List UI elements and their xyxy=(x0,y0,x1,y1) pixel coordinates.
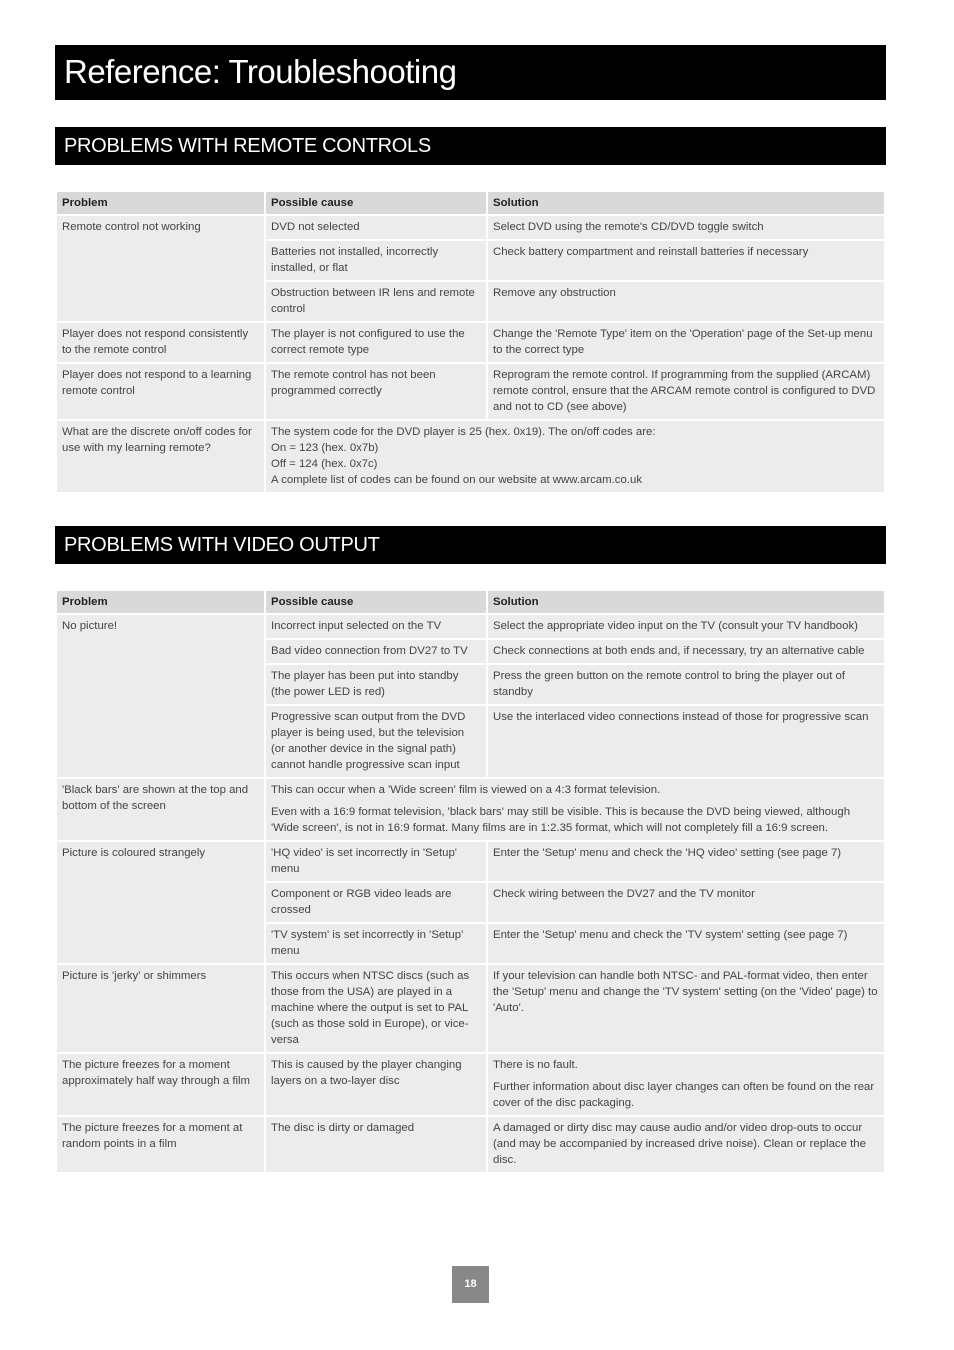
cause-cell: This occurs when NTSC discs (such as those from the USA) are played in a machine where the output is set to PAL (such as those sold in Europe), or vice-versa xyxy=(266,965,486,1052)
solution-cell: Check wiring between the DV27 and the TV monitor xyxy=(488,883,884,922)
page-number: 18 xyxy=(452,1266,489,1303)
cause-cell: Obstruction between IR lens and remote control xyxy=(266,282,486,321)
solution-cell: A damaged or dirty disc may cause audio and/or video drop-outs to occur (and may be accompanied by increased drive noise). Clean or replace the disc. xyxy=(488,1117,884,1172)
problem-cell: Picture is coloured strangely xyxy=(57,842,264,963)
header-problem: Problem xyxy=(57,192,264,214)
solution-cell: Press the green button on the remote control to bring the player out of standby xyxy=(488,665,884,704)
problem-cell: Remote control not working xyxy=(57,216,264,321)
answer-paragraph: Even with a 16:9 format television, 'black bars' may still be visible. This is because the DVD being viewed, although 'Wide screen', is not in 16:9 format. Many films are in 1:2.35 format, which will not completely fill a 16:9 screen. xyxy=(271,806,851,834)
answer-line: On = 123 (hex. 0x7b) xyxy=(271,442,379,454)
table-row xyxy=(57,323,884,362)
answer-line: The system code for the DVD player is 25 (hex. 0x19). The on/off codes are: xyxy=(271,426,656,438)
solution-paragraph: Further information about disc layer changes can often be found on the rear cover of the disc packaging. xyxy=(493,1081,875,1109)
header-possible-cause: Possible cause xyxy=(266,591,486,613)
merged-answer-cell xyxy=(266,421,884,492)
problem-cell: Player does not respond to a learning remote control xyxy=(57,364,264,419)
table-row xyxy=(57,421,884,492)
cause-cell: 'TV system' is set incorrectly in 'Setup' menu xyxy=(266,924,486,963)
cause-cell: 'HQ video' is set incorrectly in 'Setup' menu xyxy=(266,842,486,881)
page-title: Reference: Troubleshooting xyxy=(64,53,457,90)
section-heading-remote-controls xyxy=(55,127,886,165)
cause-cell: The disc is dirty or damaged xyxy=(266,1117,486,1172)
table-row xyxy=(57,216,884,239)
solution-cell: If your television can handle both NTSC- and PAL-format video, then enter the 'Setup' menu and change the 'TV system' setting (on the 'Video' page) to 'Auto'. xyxy=(488,965,884,1052)
table-row xyxy=(57,1054,884,1115)
solution-cell: Change the 'Remote Type' item on the 'Operation' page of the Set-up menu to the correct type xyxy=(488,323,884,362)
merged-answer-cell xyxy=(266,779,884,840)
cause-cell: DVD not selected xyxy=(266,216,486,239)
cause-cell: The remote control has not been programmed correctly xyxy=(266,364,486,419)
header-solution: Solution xyxy=(488,192,884,214)
cause-cell: Bad video connection from DV27 to TV xyxy=(266,640,486,663)
problem-cell: The picture freezes for a moment approximately half way through a film xyxy=(57,1054,264,1115)
cause-cell: This is caused by the player changing layers on a two-layer disc xyxy=(266,1054,486,1115)
section-heading-video-output xyxy=(55,526,886,564)
answer-line: A complete list of codes can be found on our website at www.arcam.co.uk xyxy=(271,474,643,486)
section-title: PROBLEMS WITH VIDEO OUTPUT xyxy=(64,534,380,556)
solution-cell: Remove any obstruction xyxy=(488,282,884,321)
cause-cell: Progressive scan output from the DVD player is being used, but the television (or another device in the signal path) cannot handle progressive scan input xyxy=(266,706,486,777)
header-problem: Problem xyxy=(57,591,264,613)
section-title: PROBLEMS WITH REMOTE CONTROLS xyxy=(64,135,431,157)
page-title-bar xyxy=(55,45,886,100)
cause-cell: Incorrect input selected on the TV xyxy=(266,615,486,638)
problem-cell: No picture! xyxy=(57,615,264,777)
table-row xyxy=(57,779,884,840)
table-row xyxy=(57,364,884,419)
table-header-row xyxy=(57,192,884,214)
problem-cell: Player does not respond consistently to the remote control xyxy=(57,323,264,362)
header-solution: Solution xyxy=(488,591,884,613)
answer-line: Off = 124 (hex. 0x7c) xyxy=(271,458,378,470)
solution-cell: Check connections at both ends and, if necessary, try an alternative cable xyxy=(488,640,884,663)
problem-cell: Picture is 'jerky' or shimmers xyxy=(57,965,264,1052)
table-row xyxy=(57,615,884,638)
solution-cell: Use the interlaced video connections instead of those for progressive scan xyxy=(488,706,884,777)
problem-cell: What are the discrete on/off codes for use with my learning remote? xyxy=(57,421,264,492)
cause-cell: Component or RGB video leads are crossed xyxy=(266,883,486,922)
table-header-row xyxy=(57,591,884,613)
header-possible-cause: Possible cause xyxy=(266,192,486,214)
problem-cell: The picture freezes for a moment at random points in a film xyxy=(57,1117,264,1172)
cause-cell: Batteries not installed, incorrectly installed, or flat xyxy=(266,241,486,280)
answer-paragraph: This can occur when a 'Wide screen' film is viewed on a 4:3 format television. xyxy=(271,784,661,796)
video-output-table xyxy=(55,589,886,1174)
problem-cell: 'Black bars' are shown at the top and bottom of the screen xyxy=(57,779,264,840)
solution-cell: Select DVD using the remote's CD/DVD toggle switch xyxy=(488,216,884,239)
cause-cell: The player is not configured to use the correct remote type xyxy=(266,323,486,362)
table-row xyxy=(57,842,884,881)
solution-cell: Enter the 'Setup' menu and check the 'HQ video' setting (see page 7) xyxy=(488,842,884,881)
solution-cell: Enter the 'Setup' menu and check the 'TV system' setting (see page 7) xyxy=(488,924,884,963)
table-row xyxy=(57,965,884,1052)
solution-cell: Reprogram the remote control. If programming from the supplied (ARCAM) remote control, ensure that the ARCAM remote control is configured to DVD and not to CD (see above) xyxy=(488,364,884,419)
solution-cell: Select the appropriate video input on the TV (consult your TV handbook) xyxy=(488,615,884,638)
solution-paragraph: There is no fault. xyxy=(493,1059,578,1071)
remote-controls-table xyxy=(55,190,886,494)
table-row xyxy=(57,1117,884,1172)
cause-cell: The player has been put into standby (the power LED is red) xyxy=(266,665,486,704)
solution-cell: Check battery compartment and reinstall batteries if necessary xyxy=(488,241,884,280)
solution-cell xyxy=(488,1054,884,1115)
